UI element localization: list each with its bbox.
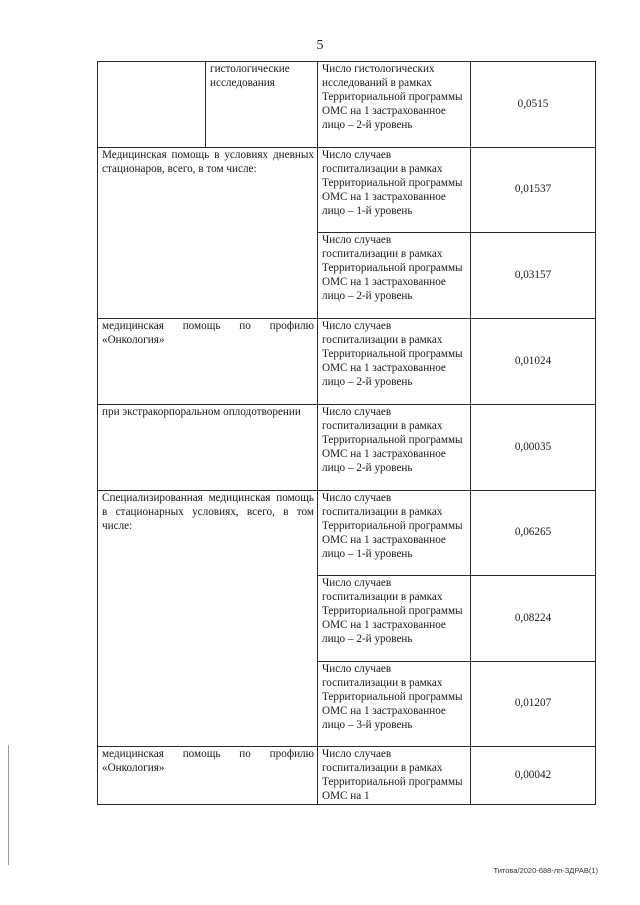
table-cell-value: 0,00035 — [471, 405, 596, 491]
scan-margin-line — [8, 745, 9, 865]
table-cell-value: 0,01207 — [471, 662, 596, 747]
table-cell-indicator: Число случаев госпитализации в рамках Территориальной программы ОМС на 1 застрахованное лицо – 2-й уровень — [318, 233, 471, 319]
table-cell-indicator: Число случаев госпитализации в рамках Территориальной программы ОМС на 1 застрахованное лицо – 2-й уровень — [318, 576, 471, 662]
table-cell-indicator: Число случаев госпитализации в рамках Территориальной программы ОМС на 1 — [318, 747, 471, 805]
table-cell-value: 0,01537 — [471, 148, 596, 233]
table-row — [98, 491, 596, 576]
table-cell-indicator: Число случаев госпитализации в рамках Территориальной программы ОМС на 1 застрахованное лицо – 3-й уровень — [318, 662, 471, 747]
table-row — [98, 62, 596, 148]
table-cell-name: Медицинская помощь в условиях дневных стационаров, всего, в том числе: — [98, 148, 318, 319]
table-cell-value: 0,0515 — [471, 62, 596, 148]
table-cell-name: медицинская помощь по профилю «Онкология» — [98, 319, 318, 405]
document-footer: Титова/2020-688-лп-ЗДРАВ(1) — [493, 866, 598, 875]
table-cell-indicator: Число случаев госпитализации в рамках Территориальной программы ОМС на 1 застрахованное лицо – 1-й уровень — [318, 491, 471, 576]
table-cell-indicator: Число случаев госпитализации в рамках Территориальной программы ОМС на 1 застрахованное лицо – 2-й уровень — [318, 319, 471, 405]
table-cell-value: 0,01024 — [471, 319, 596, 405]
table-row — [98, 148, 596, 233]
table-cell-indicator: Число гистологических исследований в рамках Территориальной программы ОМС на 1 застрахованное лицо – 2-й уровень — [318, 62, 471, 148]
table-cell-value: 0,00042 — [471, 747, 596, 805]
table-cell-name-sub: гистологические исследования — [206, 62, 318, 148]
table-cell-name: медицинская помощь по профилю «Онкология» — [98, 747, 318, 805]
table-cell-value: 0,06265 — [471, 491, 596, 576]
norms-table — [97, 61, 596, 805]
page-number: 5 — [316, 38, 324, 53]
table-row — [98, 405, 596, 491]
table-cell-value: 0,03157 — [471, 233, 596, 319]
table-row — [98, 319, 596, 405]
table-cell-value: 0,08224 — [471, 576, 596, 662]
table-row — [98, 747, 596, 805]
table-cell-name — [98, 62, 206, 148]
table-cell-name: Специализированная медицинская помощь в стационарных условиях, всего, в том числе: — [98, 491, 318, 747]
table-cell-name: при экстракорпоральном оплодотворении — [98, 405, 318, 491]
table-cell-indicator: Число случаев госпитализации в рамках Территориальной программы ОМС на 1 застрахованное лицо – 1-й уровень — [318, 148, 471, 233]
table-cell-indicator: Число случаев госпитализации в рамках Территориальной программы ОМС на 1 застрахованное лицо – 2-й уровень — [318, 405, 471, 491]
